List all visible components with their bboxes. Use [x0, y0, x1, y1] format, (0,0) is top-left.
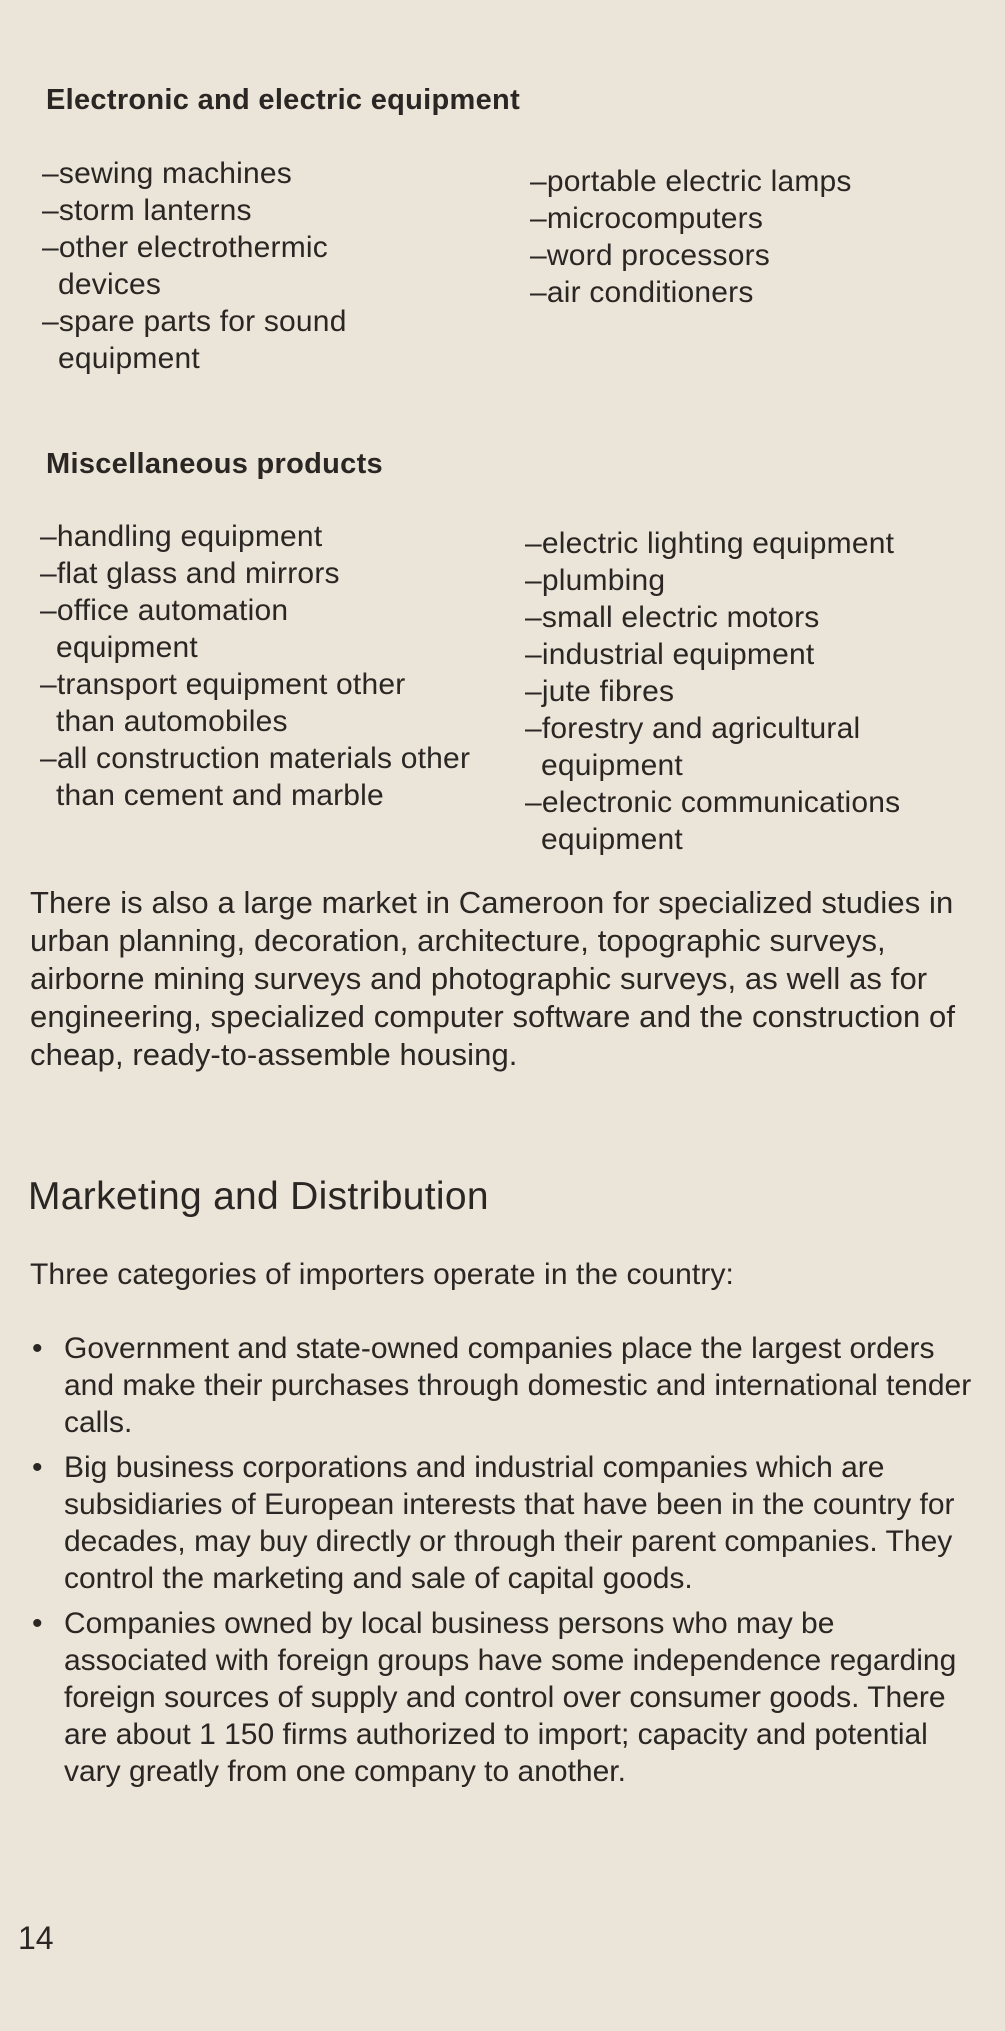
bullet-icon: •	[32, 1332, 43, 1365]
list-item	[30, 1449, 980, 1597]
electronic-list-right	[530, 163, 970, 311]
list-item: –spare parts for sound equipment	[42, 305, 347, 375]
list-item: –electric lighting equipment	[525, 527, 895, 560]
importers-list	[30, 1330, 980, 1798]
list-item: –forestry and agricultural equipment	[525, 712, 861, 782]
list-item	[30, 1605, 980, 1790]
list-item: –sewing machines	[42, 157, 292, 190]
list-item	[30, 1330, 980, 1441]
list-item: –handling equipment	[40, 520, 323, 553]
section-title-misc: Miscellaneous products	[46, 448, 383, 480]
list-item: –all construction materials other than cement and marble	[40, 742, 471, 812]
list-item-text: Companies owned by local business persons who may be associated with foreign groups have some independence regarding foreign sources of supply and control over consumer goods. There are about 1 150 firms authorized to import; capacity and potential vary greatly from one company to another.	[64, 1607, 957, 1788]
misc-list-left	[40, 518, 480, 814]
market-paragraph: There is also a large market in Cameroon for specialized studies in urban planning, decoration, architecture, topographic surveys, airborne mining surveys and photographic surveys, as well as for engineering, specialized computer software and the construction of cheap, ready-to-assemble housing.	[30, 885, 956, 1072]
list-item: –portable electric lamps	[530, 165, 852, 198]
page-number: 14	[18, 1920, 54, 1956]
list-item: –office automation equipment	[40, 594, 289, 664]
list-item: –transport equipment other than automobiles	[40, 668, 406, 738]
list-item: –flat glass and mirrors	[40, 557, 340, 590]
electronic-list-left	[42, 155, 442, 377]
bullet-icon: •	[32, 1451, 43, 1484]
list-item-text: Government and state-owned companies place the largest orders and make their purchases through domestic and international tender calls.	[64, 1332, 972, 1439]
list-item-text: Big business corporations and industrial companies which are subsidiaries of European interests that have been in the country for decades, may buy directly or through their parent companies. They control the marketing and sale of capital goods.	[64, 1451, 955, 1595]
misc-list-right	[525, 525, 990, 858]
list-item: –electronic communications equipment	[525, 786, 901, 856]
importers-intro: Three categories of importers operate in the country:	[30, 1258, 734, 1291]
heading-marketing-distribution: Marketing and Distribution	[28, 1175, 489, 1218]
list-item: –other electrothermic devices	[42, 231, 328, 301]
section-title-electronic: Electronic and electric equipment	[46, 84, 521, 116]
list-item: –word processors	[530, 239, 770, 272]
list-item: –industrial equipment	[525, 638, 815, 671]
list-item: –jute fibres	[525, 675, 675, 708]
list-item: –microcomputers	[530, 202, 764, 235]
list-item: –plumbing	[525, 564, 666, 597]
bullet-icon: •	[32, 1607, 43, 1640]
list-item: –air conditioners	[530, 276, 754, 309]
list-item: –storm lanterns	[42, 194, 252, 227]
list-item: –small electric motors	[525, 601, 820, 634]
